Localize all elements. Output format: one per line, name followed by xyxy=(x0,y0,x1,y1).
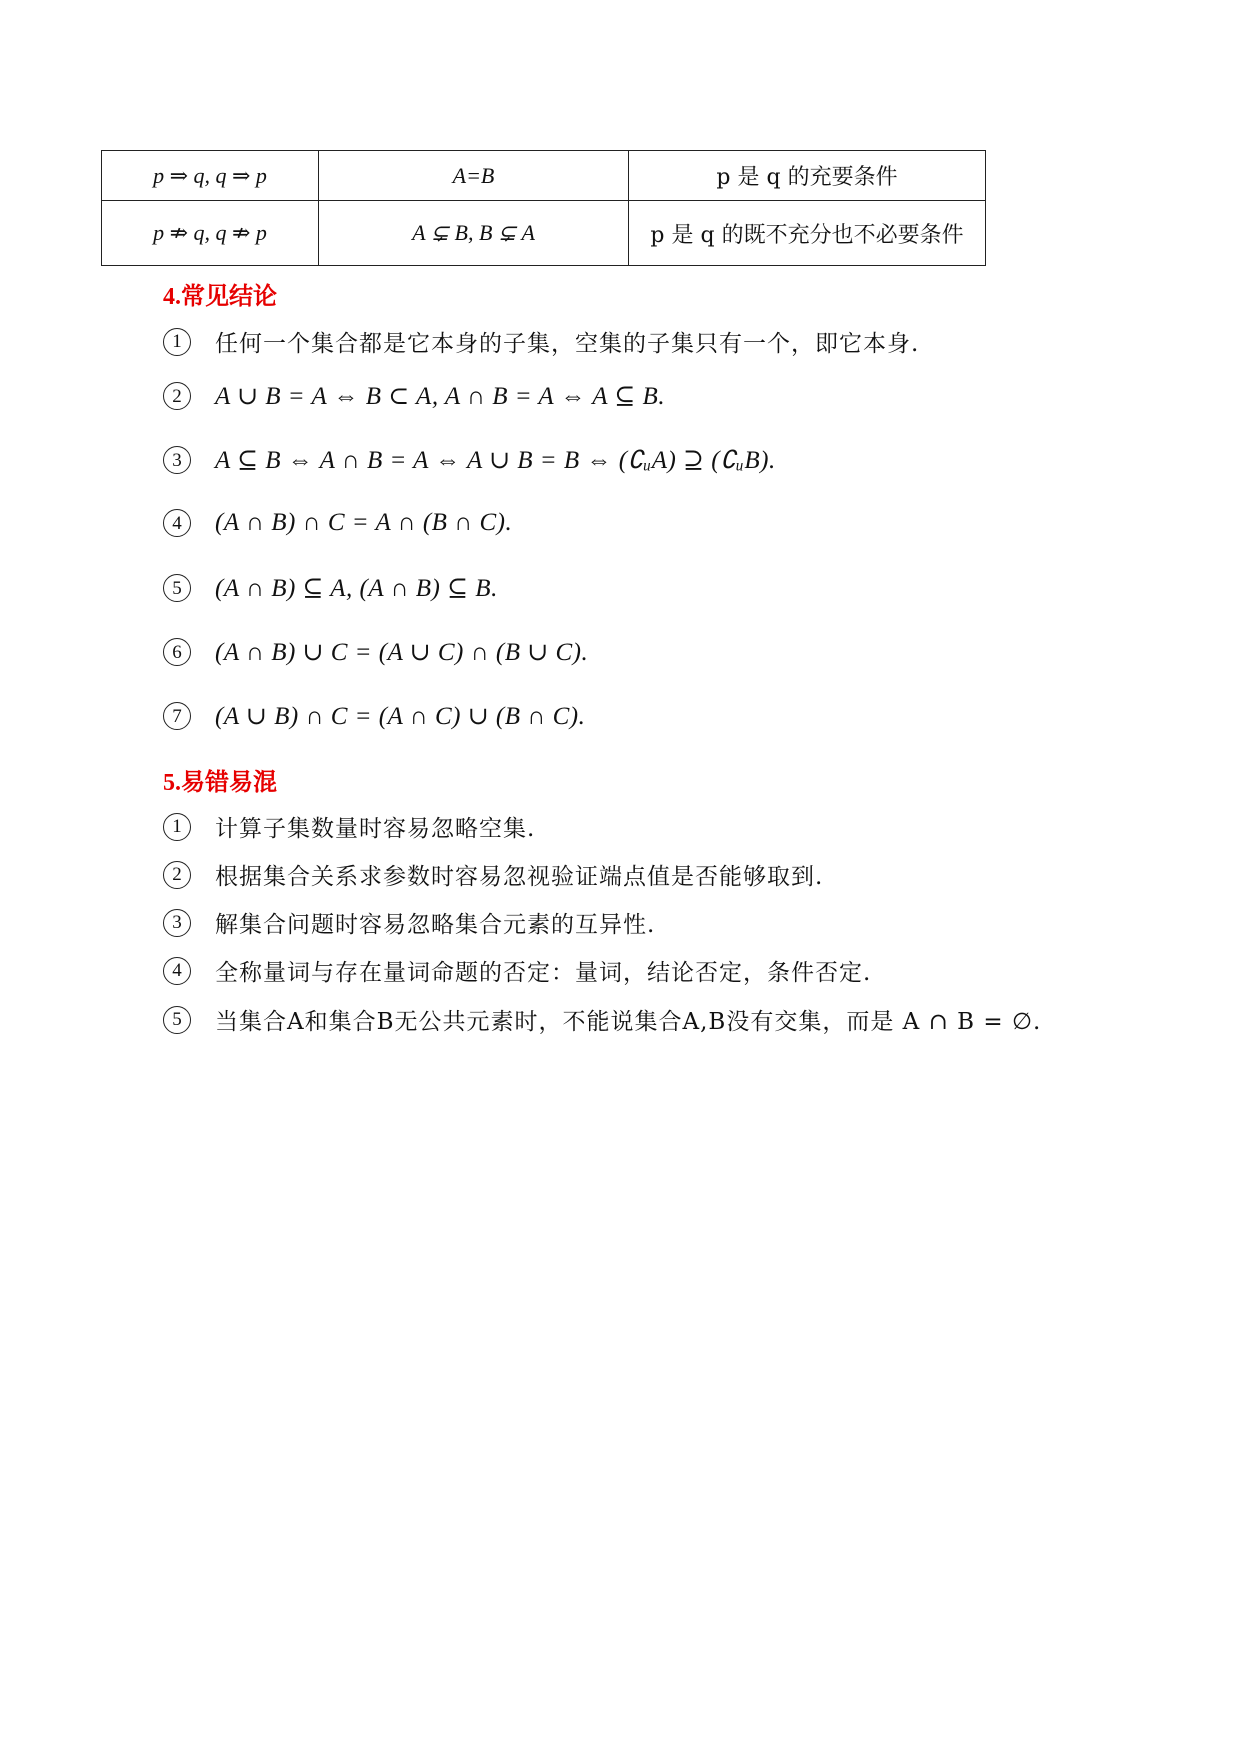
item-number: 3 xyxy=(163,446,191,474)
table-cell: p 是 q 的充要条件 xyxy=(629,151,986,201)
list-item xyxy=(163,445,776,475)
item-text: 根据集合关系求参数时容易忽视验证端点值是否能够取到. xyxy=(215,864,824,890)
table-row xyxy=(102,201,986,266)
item-formula: (A ∪ B) ∩ C = (A ∩ C) ∪ (B ∩ C). xyxy=(215,703,586,730)
list-item xyxy=(163,906,655,939)
item-formula: (A ∩ B) ∩ C = A ∩ (B ∩ C). xyxy=(215,509,513,536)
list-item xyxy=(163,810,535,843)
item-number: 1 xyxy=(163,328,191,356)
list-item xyxy=(163,573,498,603)
item-number: 4 xyxy=(163,957,191,985)
item-text: 解集合问题时容易忽略集合元素的互异性. xyxy=(215,912,656,938)
table-cell: p ⇏ q, q ⇏ p xyxy=(102,201,319,266)
list-item xyxy=(163,1003,1041,1036)
item-formula: (A ∩ B) ⊆ A, (A ∩ B) ⊆ B. xyxy=(215,575,498,602)
list-item xyxy=(163,381,665,411)
list-item xyxy=(163,858,823,891)
section-heading: 4.常见结论 xyxy=(163,284,277,310)
condition-table xyxy=(101,150,986,266)
table-cell: A ⊊ B, B ⊊ A xyxy=(319,201,629,266)
table-cell: p ⇒ q, q ⇒ p xyxy=(102,151,319,201)
item-text: 计算子集数量时容易忽略空集. xyxy=(215,816,536,842)
item-number: 5 xyxy=(163,574,191,602)
table-cell: p 是 q 的既不充分也不必要条件 xyxy=(629,201,986,266)
list-item xyxy=(163,325,919,358)
item-number: 2 xyxy=(163,382,191,410)
item-number: 5 xyxy=(163,1006,191,1034)
item-number: 6 xyxy=(163,638,191,666)
item-formula: A ∪ B = A ⇔ B ⊂ A, A ∩ B = A ⇔ A ⊆ B. xyxy=(215,383,666,410)
item-formula: A ⊆ B ⇔ A ∩ B = A ⇔ A ∪ B = B ⇔ (∁ᵤA) ⊇ (∁ᵤB). xyxy=(215,447,776,474)
list-item xyxy=(163,509,512,537)
item-number: 3 xyxy=(163,909,191,937)
table-row xyxy=(102,151,986,201)
item-number: 2 xyxy=(163,861,191,889)
table-cell: A=B xyxy=(319,151,629,201)
item-number: 4 xyxy=(163,509,191,537)
list-item xyxy=(163,954,871,987)
item-number: 1 xyxy=(163,813,191,841)
item-formula: (A ∩ B) ∪ C = (A ∪ C) ∩ (B ∪ C). xyxy=(215,639,589,666)
item-text: 当集合A和集合B无公共元素时，不能说集合A,B没有交集，而是 A ∩ B = ∅. xyxy=(215,1009,1042,1035)
item-text: 全称量词与存在量词命题的否定：量词，结论否定，条件否定. xyxy=(215,960,872,986)
section-heading: 5.易错易混 xyxy=(163,770,277,796)
list-item xyxy=(163,701,585,731)
item-text: 任何一个集合都是它本身的子集，空集的子集只有一个，即它本身. xyxy=(215,331,920,357)
list-item xyxy=(163,637,588,667)
item-number: 7 xyxy=(163,702,191,730)
